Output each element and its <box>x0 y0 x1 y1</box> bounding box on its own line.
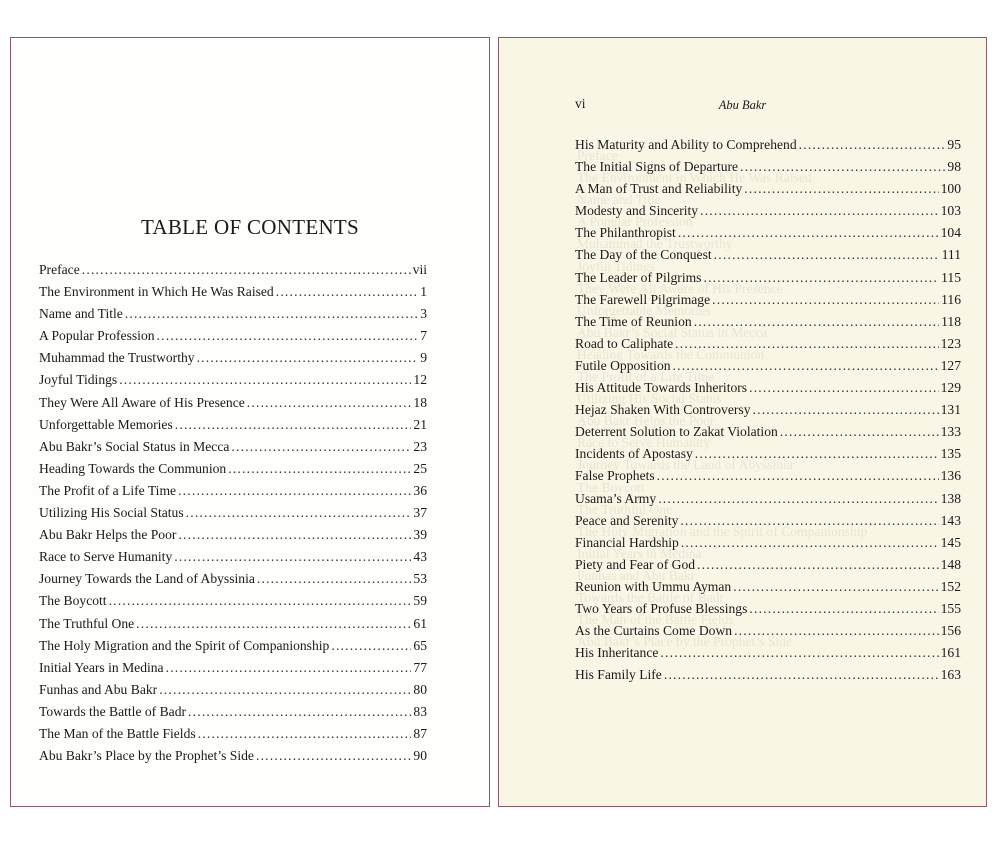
toc-entry <box>575 377 961 399</box>
toc-entry-page: 21 <box>413 416 427 432</box>
running-title: Abu Bakr <box>718 98 767 112</box>
toc-entry-title: Two Years of Profuse Blessings <box>575 600 748 616</box>
show-through-text: The Boycott <box>577 479 645 495</box>
toc-entry <box>575 289 961 311</box>
toc-entry-page: 7 <box>420 328 427 344</box>
toc-entry-title: Unforgettable Memories <box>39 416 173 432</box>
dot-leader <box>697 554 939 576</box>
toc-entry-page: 155 <box>940 600 961 616</box>
toc-entry-title: Reunion with Ummu Ayman <box>575 578 732 594</box>
dot-leader <box>680 510 938 532</box>
toc-entry <box>575 642 961 664</box>
dot-leader <box>744 178 938 200</box>
right-toc-list <box>575 134 961 686</box>
toc-entry-title: Usama’s Army <box>575 490 657 506</box>
toc-entry <box>575 355 961 377</box>
toc-entry <box>39 325 427 347</box>
toc-entry-page: 77 <box>413 659 427 675</box>
show-through-text: Name and Title <box>577 192 661 208</box>
dot-leader <box>159 679 411 701</box>
toc-entry <box>575 510 961 532</box>
toc-entry-title: Incidents of Apostasy <box>575 446 693 462</box>
toc-entry-page: 133 <box>940 424 961 440</box>
toc-entry-title: They Were All Aware of His Presence <box>39 394 245 410</box>
toc-entry <box>39 259 427 281</box>
toc-entry <box>575 664 961 686</box>
toc-entry-title: Utilizing His Social Status <box>39 505 184 521</box>
show-through-text: The Truthful One <box>577 501 673 517</box>
toc-entry-title: Futile Opposition <box>575 357 671 373</box>
toc-entry <box>575 443 961 465</box>
toc-entry-title: The Philanthropist <box>575 225 676 241</box>
dot-leader <box>119 369 411 391</box>
toc-entry <box>575 244 961 266</box>
dot-leader <box>780 421 939 443</box>
dot-leader <box>712 289 939 311</box>
show-through-text: Abu Bakr Helps the Poor <box>577 413 715 429</box>
toc-entry <box>575 421 961 443</box>
show-through-text: Abu Bakr’s Social Status in Mecca <box>577 324 768 340</box>
show-through-text: Preface <box>577 148 618 163</box>
toc-entry-title: Modesty and Sincerity <box>575 203 699 219</box>
show-through-text: A Popular Profession <box>577 214 693 230</box>
dot-leader <box>740 156 945 178</box>
toc-entry-page: 115 <box>941 269 961 285</box>
toc-entry-page: 161 <box>940 645 961 661</box>
dot-leader <box>749 377 939 399</box>
toc-entry-title: The Man of the Battle Fields <box>39 725 196 741</box>
toc-entry-title: Journey Towards the Land of Abyssinia <box>39 571 255 587</box>
toc-entry-title: The Holy Migration and the Spirit of Companionship <box>39 637 330 653</box>
toc-entry-page: 1 <box>420 284 427 300</box>
toc-entry <box>39 546 427 568</box>
toc-entry-page: 116 <box>941 291 961 307</box>
left-toc-list <box>39 259 427 767</box>
toc-entry-page: 152 <box>940 578 961 594</box>
toc-entry-title: Muhammad the Trustworthy <box>39 350 195 366</box>
toc-entry-page: 118 <box>941 313 961 329</box>
dot-leader <box>125 303 418 325</box>
dot-leader <box>695 443 939 465</box>
toc-entry-title: Preface <box>39 262 80 277</box>
dot-leader <box>658 488 938 510</box>
toc-entry-page: vii <box>412 262 427 277</box>
toc-entry-page: 83 <box>413 703 427 719</box>
toc-entry <box>575 222 961 244</box>
toc-entry-title: The Leader of Pilgrims <box>575 269 702 285</box>
show-through-text: Abu Bakr’s Place by the Prophet’s Side <box>577 634 792 650</box>
show-through-text: Race to Serve Humanity <box>577 435 711 451</box>
toc-entry-page: 59 <box>413 593 427 609</box>
toc-entry <box>575 532 961 554</box>
toc-entry <box>39 657 427 679</box>
left-page <box>10 37 490 807</box>
toc-entry-title: Piety and Fear of God <box>575 556 696 572</box>
toc-entry <box>39 436 427 458</box>
show-through-text: The Profit of a Life Time <box>577 369 715 384</box>
toc-entry-page: 138 <box>940 490 961 506</box>
dot-leader <box>675 333 938 355</box>
dot-leader <box>198 723 412 745</box>
show-through-text: Journey Towards the Land of Abyssinia <box>577 457 793 473</box>
toc-entry-title: His Attitude Towards Inheritors <box>575 380 748 396</box>
toc-entry-page: 145 <box>940 534 961 550</box>
dot-leader <box>178 480 411 502</box>
toc-entry-title: Financial Hardship <box>575 534 679 550</box>
toc-entry-title: His Maturity and Ability to Comprehend <box>575 137 797 152</box>
toc-entry-page: 90 <box>413 748 427 764</box>
toc-heading: TABLE OF CONTENTS <box>140 215 360 239</box>
dot-leader <box>749 598 938 620</box>
show-through-text: Towards the Battle of Badr <box>577 590 725 605</box>
dot-leader <box>257 568 412 590</box>
toc-entry <box>39 303 427 325</box>
show-through-text: Joyful Tidings <box>577 258 656 274</box>
show-through-text: Unforgettable Memories <box>577 302 711 318</box>
dot-leader <box>228 458 411 480</box>
toc-entry-page: 148 <box>940 556 961 572</box>
dot-leader <box>231 436 411 458</box>
toc-entry <box>39 458 427 480</box>
show-through-text: Heading Towards the Communion <box>577 346 765 362</box>
toc-entry <box>39 701 427 723</box>
show-through-text: Utilizing His Social Status <box>577 391 722 407</box>
toc-entry-page: 37 <box>413 505 427 521</box>
dot-leader <box>714 244 940 266</box>
dot-leader <box>660 642 938 664</box>
toc-entry-title: Deterrent Solution to Zakat Violation <box>575 424 778 440</box>
dot-leader <box>681 532 939 554</box>
toc-entry-page: 3 <box>420 306 427 322</box>
page-number: vi <box>575 96 586 111</box>
toc-entry <box>575 178 961 200</box>
dot-leader <box>82 259 411 281</box>
toc-entry <box>575 620 961 642</box>
dot-leader <box>703 267 939 289</box>
toc-entry-page: 9 <box>420 350 427 366</box>
toc-entry-title: Name and Title <box>39 306 123 322</box>
dot-leader <box>700 200 939 222</box>
toc-entry <box>575 311 961 333</box>
dot-leader <box>664 664 939 686</box>
toc-entry <box>575 156 961 178</box>
toc-entry-page: 103 <box>940 203 961 219</box>
dot-leader <box>188 701 411 723</box>
toc-entry <box>39 414 427 436</box>
toc-entry <box>575 333 961 355</box>
toc-entry-title: Joyful Tidings <box>39 372 118 388</box>
toc-entry <box>575 576 961 598</box>
toc-entry-title: The Boycott <box>39 593 107 609</box>
show-through-text: The Holy Migration and the Spirit of Companionship <box>577 523 868 539</box>
right-page <box>498 37 987 807</box>
toc-entry <box>39 502 427 524</box>
dot-leader <box>276 281 418 303</box>
toc-entry-page: 136 <box>940 468 961 484</box>
toc-entry-page: 61 <box>413 615 427 631</box>
dot-leader <box>256 745 411 767</box>
toc-entry <box>39 635 427 657</box>
dot-leader <box>186 502 412 524</box>
dot-leader <box>657 465 939 487</box>
toc-entry <box>575 465 961 487</box>
toc-entry-page: 100 <box>940 181 961 197</box>
toc-entry-title: Abu Bakr’s Social Status in Mecca <box>39 438 230 454</box>
toc-entry <box>39 392 427 414</box>
toc-entry-page: 163 <box>940 667 961 683</box>
dot-leader <box>331 635 411 657</box>
show-through-text: The Man of the Battle Fields <box>577 612 734 628</box>
toc-entry <box>39 524 427 546</box>
toc-entry <box>39 723 427 745</box>
toc-entry <box>39 369 427 391</box>
dot-leader <box>733 576 938 598</box>
toc-entry <box>39 568 427 590</box>
toc-entry <box>39 679 427 701</box>
dot-leader <box>799 134 946 156</box>
toc-entry-title: Road to Caliphate <box>575 335 674 351</box>
toc-entry <box>575 134 961 156</box>
toc-entry-page: 80 <box>413 681 427 697</box>
toc-entry-page: 87 <box>413 725 427 741</box>
toc-entry-page: 135 <box>940 446 961 462</box>
toc-entry-page: 129 <box>940 380 961 396</box>
dot-leader <box>694 311 939 333</box>
toc-entry-title: The Initial Signs of Departure <box>575 159 739 175</box>
toc-entry-title: His Family Life <box>575 667 662 683</box>
dot-leader <box>175 414 412 436</box>
toc-entry-title: The Farewell Pilgrimage <box>575 291 711 307</box>
toc-entry-page: 98 <box>947 159 961 175</box>
toc-entry-title: A Popular Profession <box>39 328 155 344</box>
toc-entry-title: The Environment in Which He Was Raised <box>39 284 274 300</box>
toc-entry-title: As the Curtains Come Down <box>575 623 733 639</box>
toc-entry <box>39 281 427 303</box>
toc-entry-title: Hejaz Shaken With Controversy <box>575 402 751 418</box>
toc-entry <box>39 745 427 767</box>
toc-entry-title: Heading Towards the Communion <box>39 460 227 476</box>
dot-leader <box>753 399 939 421</box>
toc-entry-page: 95 <box>947 137 961 152</box>
toc-entry-title: Towards the Battle of Badr <box>39 703 187 719</box>
toc-entry-title: Funhas and Abu Bakr <box>39 681 158 697</box>
show-through-text: Funhas and Abu Bakr <box>577 567 696 583</box>
toc-entry <box>575 554 961 576</box>
toc-entry-page: 127 <box>940 357 961 373</box>
toc-entry <box>575 488 961 510</box>
show-through-text: Initial Years in Medina <box>577 545 702 561</box>
toc-entry-title: The Time of Reunion <box>575 313 692 329</box>
toc-entry-page: 111 <box>941 247 961 263</box>
dot-leader <box>109 590 412 612</box>
dot-leader <box>197 347 419 369</box>
toc-entry-page: 39 <box>413 527 427 543</box>
toc-entry <box>575 200 961 222</box>
dot-leader <box>157 325 419 347</box>
dot-leader <box>247 392 412 414</box>
toc-entry-title: Abu Bakr Helps the Poor <box>39 527 177 543</box>
toc-entry-page: 18 <box>413 394 427 410</box>
toc-entry <box>39 347 427 369</box>
dot-leader <box>178 524 411 546</box>
dot-leader <box>673 355 939 377</box>
toc-entry-title: False Prophets <box>575 468 655 484</box>
dot-leader <box>166 657 412 679</box>
toc-entry-page: 12 <box>413 372 427 388</box>
toc-entry-page: 23 <box>413 438 427 454</box>
toc-entry <box>575 598 961 620</box>
toc-entry-page: 123 <box>940 335 961 351</box>
toc-entry-page: 104 <box>940 225 961 241</box>
dot-leader <box>136 613 411 635</box>
toc-entry <box>39 613 427 635</box>
toc-entry-page: 43 <box>413 549 427 565</box>
dot-leader <box>678 222 939 244</box>
toc-entry <box>39 590 427 612</box>
toc-entry-title: The Truthful One <box>39 615 135 631</box>
toc-entry <box>39 480 427 502</box>
toc-entry-title: Initial Years in Medina <box>39 659 164 675</box>
toc-entry-title: The Profit of a Life Time <box>39 482 177 498</box>
show-through-text: Muhammad the Trustworthy <box>577 236 733 252</box>
toc-entry-page: 156 <box>940 623 961 639</box>
toc-entry-page: 53 <box>413 571 427 587</box>
show-through-text: The Environment in Which He Was Raised <box>577 170 812 186</box>
toc-entry-title: Peace and Serenity <box>575 512 679 528</box>
toc-entry-page: 131 <box>940 402 961 418</box>
toc-entry <box>575 267 961 289</box>
toc-entry-page: 143 <box>940 512 961 528</box>
toc-entry-page: 36 <box>413 482 427 498</box>
dot-leader <box>174 546 411 568</box>
toc-entry-title: The Day of the Conquest <box>575 247 712 263</box>
show-through-text: They Were All Aware of His Presence <box>577 280 783 296</box>
toc-entry-title: His Inheritance <box>575 645 659 661</box>
toc-entry <box>575 399 961 421</box>
toc-entry-title: Race to Serve Humanity <box>39 549 173 565</box>
toc-entry-title: Abu Bakr’s Place by the Prophet’s Side <box>39 748 254 764</box>
toc-entry-title: A Man of Trust and Reliability <box>575 181 743 197</box>
toc-entry-page: 65 <box>413 637 427 653</box>
toc-entry-page: 25 <box>413 460 427 476</box>
dot-leader <box>734 620 939 642</box>
